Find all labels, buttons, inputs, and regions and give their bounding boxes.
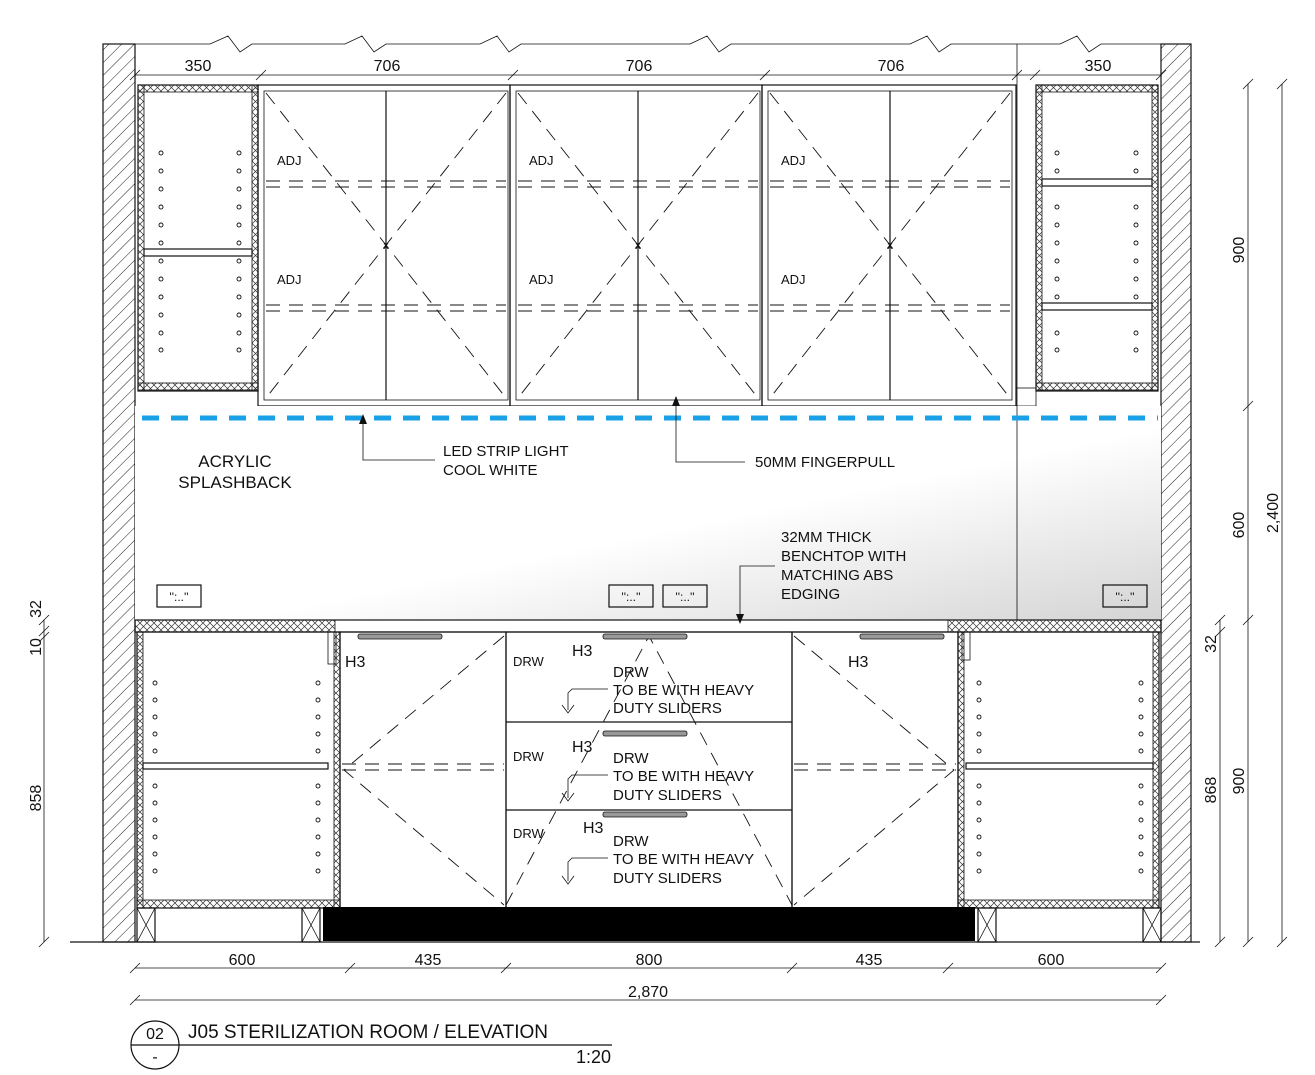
- adj-label: ADJ: [529, 153, 554, 168]
- benchtop-label-line4: EDGING: [781, 586, 841, 603]
- dim-top-706-a: 706: [373, 58, 401, 75]
- drawing-scale: 1:20: [575, 1047, 611, 1067]
- shelf-pin-holes: [153, 681, 320, 873]
- kickboard: [323, 907, 975, 941]
- fingerpull-handle: [603, 812, 687, 817]
- svg-text:x: x: [887, 240, 893, 252]
- adj-label: ADJ: [529, 272, 554, 287]
- left-dimension-chain: [28, 600, 49, 947]
- dim-overall-width: 2,870: [627, 984, 669, 1001]
- dim-bottom-600-right: 600: [1037, 952, 1065, 969]
- h3-label: H3: [572, 739, 593, 756]
- drawing-title: J05 STERILIZATION ROOM / ELEVATION: [188, 1022, 549, 1043]
- fingerpull-label: 50MM FINGERPULL: [755, 454, 896, 471]
- h3-label: H3: [345, 654, 366, 671]
- shelf-pin-holes: [977, 681, 1143, 873]
- base-open-shelf-left: [137, 632, 340, 942]
- drw-label: DRW: [513, 749, 544, 764]
- top-dimension-chain: [130, 58, 1166, 80]
- svg-text:'':..'': '':..'': [1115, 590, 1135, 604]
- splashback-label-line2: SPLASHBACK: [178, 473, 292, 492]
- upper-open-shelf-left: [138, 85, 258, 391]
- dim-bottom-435-left: 435: [414, 952, 442, 969]
- drawer-note-line1: DRW: [613, 664, 649, 681]
- drawer-note-line2: TO BE WITH HEAVY: [613, 768, 755, 785]
- adj-label: ADJ: [781, 272, 806, 287]
- svg-text:'':..'': '':..'': [621, 590, 641, 604]
- adj-label: ADJ: [781, 153, 806, 168]
- upper-open-shelf-right: [1036, 85, 1158, 391]
- dim-right-868: 868: [1203, 776, 1220, 804]
- drawer-note-line1: DRW: [613, 833, 649, 850]
- drawing-title-block: [131, 1021, 612, 1069]
- filler-panel: [1016, 388, 1036, 406]
- upper-cabinet-1: [258, 85, 510, 406]
- bottom-dimension-chain: [130, 952, 1166, 1005]
- dim-right-900-upper: 900: [1231, 236, 1248, 264]
- fingerpull-handle: [603, 731, 687, 736]
- drawer-note-line1: DRW: [613, 750, 649, 767]
- dim-bottom-600-left: 600: [228, 952, 256, 969]
- drawer-note-line3: DUTY SLIDERS: [613, 787, 722, 804]
- drawing-number: 02: [146, 1026, 164, 1043]
- benchtop-label-line3: MATCHING ABS: [781, 567, 894, 584]
- dim-right-2400: 2,400: [1265, 492, 1282, 534]
- upper-cabinet-2: [510, 85, 762, 406]
- dim-top-706-c: 706: [877, 58, 905, 75]
- fingerpull-handle: [358, 634, 442, 639]
- led-label-line1: LED STRIP LIGHT: [443, 443, 569, 460]
- drw-label: DRW: [513, 654, 544, 669]
- splashback-label-line1: ACRYLIC: [198, 452, 272, 471]
- dim-right-900-lower: 900: [1231, 767, 1248, 795]
- fingerpull-handle: [603, 634, 687, 639]
- adj-label: ADJ: [277, 272, 302, 287]
- wall-right: [1161, 44, 1191, 942]
- base-drawer-unit: [506, 632, 792, 908]
- led-label-line2: COOL WHITE: [443, 462, 538, 479]
- sheet-number: -: [152, 1049, 158, 1066]
- svg-text:'':..'': '':..'': [675, 590, 695, 604]
- upper-cabinet-3: [762, 85, 1016, 406]
- dim-left-858: 858: [28, 784, 45, 812]
- drawer-note-line2: TO BE WITH HEAVY: [613, 851, 755, 868]
- shelf-pin-holes: [159, 151, 241, 352]
- drawer-note-line2: TO BE WITH HEAVY: [613, 682, 755, 699]
- base-door-left: [340, 632, 506, 908]
- dim-bottom-435-right: 435: [855, 952, 883, 969]
- svg-text:x: x: [383, 240, 389, 252]
- acrylic-splashback: [135, 406, 1161, 620]
- break-line: [135, 36, 1161, 52]
- drawer-note-line3: DUTY SLIDERS: [613, 700, 722, 717]
- h3-label: H3: [848, 654, 869, 671]
- svg-text:'':..'': '':..'': [169, 590, 189, 604]
- dim-top-350-right: 350: [1084, 58, 1112, 75]
- benchtop: [135, 620, 1161, 632]
- dim-top-706-b: 706: [625, 58, 653, 75]
- dim-bottom-800: 800: [635, 952, 663, 969]
- dim-left-32: 32: [28, 600, 45, 618]
- benchtop-label-line2: BENCHTOP WITH: [781, 548, 907, 565]
- dim-right-600: 600: [1231, 511, 1248, 539]
- dim-left-10: 10: [28, 638, 45, 656]
- wall-left: [103, 44, 135, 942]
- benchtop-label-line1: 32MM THICK: [781, 529, 872, 546]
- base-door-right: [792, 632, 958, 908]
- shelf-pin-holes: [1055, 151, 1138, 352]
- drawer-note-line3: DUTY SLIDERS: [613, 870, 722, 887]
- base-open-shelf-right: [958, 632, 1161, 942]
- fingerpull-handle: [860, 634, 944, 639]
- dim-right-32: 32: [1203, 635, 1220, 653]
- h3-label: H3: [572, 643, 593, 660]
- adj-label: ADJ: [277, 153, 302, 168]
- h3-label: H3: [583, 820, 604, 837]
- right-dimension-chains: [1203, 79, 1287, 947]
- dim-top-350-left: 350: [184, 58, 212, 75]
- svg-text:x: x: [635, 240, 641, 252]
- drw-label: DRW: [513, 826, 544, 841]
